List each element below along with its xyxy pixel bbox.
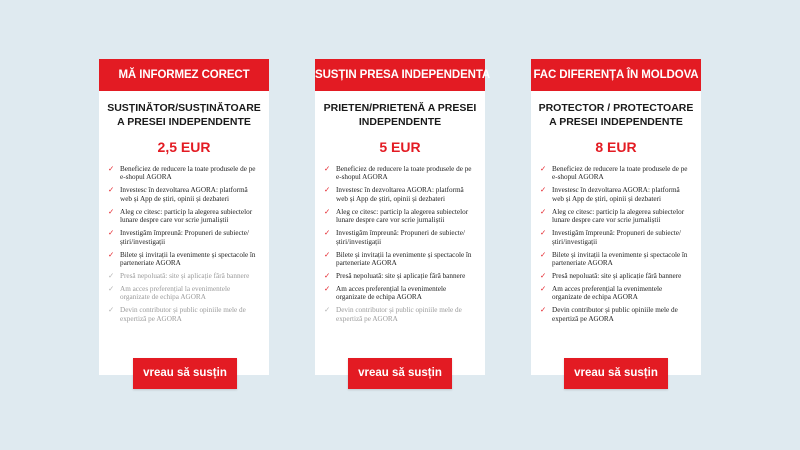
feature-text: Aleg ce citesc: particip la alegerea subiectelor lunare despre care vor scrie jurnaliștii [552,207,685,225]
support-button[interactable]: vreau să susțin [133,358,237,389]
feature-item [324,306,475,323]
checkmark-icon: ✓ [108,284,115,294]
feature-item [324,272,475,280]
checkmark-icon: ✓ [108,305,115,315]
feature-text: Presă nepoluată: site și aplicație fără bannere [336,272,466,281]
checkmark-icon: ✓ [540,164,547,173]
feature-text: Beneficiez de reducere la toate produsele de pe e-shopul AGORA [336,165,472,182]
checkmark-icon: ✓ [324,164,331,173]
plan-title: PROTECTOR / PROTECTOARE A PRESEI INDEPENDENTE [538,102,694,128]
checkmark-icon: ✓ [324,185,331,195]
support-button[interactable]: vreau să susțin [348,358,452,389]
plan-title: SUSȚINĂTOR/SUSȚINĂTOARE A PRESEI INDEPENDENTE [107,102,261,128]
checkmark-icon: ✓ [540,228,547,238]
feature-list [315,165,485,323]
feature-item [108,165,259,182]
feature-item [324,285,475,302]
feature-text: Investesc în dezvoltarea AGORA: platformă web și App de știri, opinii și dezbateri [552,186,680,203]
checkmark-icon: ✓ [108,271,115,281]
checkmark-icon: ✓ [540,206,547,216]
feature-text: Presă nepoluată: site și aplicație fără bannere [120,272,250,281]
checkmark-icon: ✓ [108,249,115,259]
feature-text: Beneficiez de reducere la toate produsele de pe e-shopul AGORA [120,165,256,182]
feature-list [531,165,701,323]
checkmark-icon: ✓ [108,164,115,173]
feature-item [540,251,691,268]
feature-item [540,285,691,302]
feature-item [324,186,475,203]
feature-text: Investigăm împreună: Propuneri de subiecte/știri/investigații [120,229,249,246]
feature-item [108,251,259,268]
feature-text: Bilete și invitații la evenimente și spectacole în parteneriate AGORA [120,250,256,268]
checkmark-icon: ✓ [540,185,547,195]
feature-text: Am acces preferențial la evenimentele organizate de echipa AGORA [552,285,663,302]
checkmark-icon: ✓ [324,206,331,216]
feature-text: Devin contributor și public opiniile mele de expertiză pe AGORA [552,306,678,323]
feature-text: Investigăm împreună: Propuneri de subiecte/știri/investigații [336,229,465,246]
plan-banner: MĂ INFORMEZ CORECT [99,59,269,91]
plan-price: 5 EUR [379,139,421,155]
checkmark-icon: ✓ [324,284,331,294]
checkmark-icon: ✓ [324,305,331,315]
feature-item [540,186,691,203]
support-button[interactable]: vreau să susțin [564,358,668,389]
plan-card-body [99,91,269,375]
feature-item [108,306,259,323]
plan-banner: FAC DIFERENȚA ÎN MOLDOVA [531,59,701,91]
feature-text: Aleg ce citesc: particip la alegerea subiectelor lunare despre care vor scrie jurnaliștii [336,207,469,225]
checkmark-icon: ✓ [108,206,115,216]
feature-item [108,229,259,246]
feature-text: Beneficiez de reducere la toate produsele de pe e-shopul AGORA [552,165,688,182]
feature-text: Devin contributor și public opiniile mele de expertiză pe AGORA [336,306,462,323]
feature-text: Bilete și invitații la evenimente și spectacole în parteneriate AGORA [552,250,688,268]
checkmark-icon: ✓ [108,228,115,238]
feature-text: Am acces preferențial la evenimentele organizate de echipa AGORA [336,285,447,302]
feature-text: Am acces preferențial la evenimentele organizate de echipa AGORA [120,285,231,302]
feature-text: Presă nepoluată: site și aplicație fără bannere [552,272,682,281]
feature-item [324,251,475,268]
feature-item [324,229,475,246]
plan-title: PRIETEN/PRIETENĂ A PRESEI INDEPENDENTE [323,102,477,128]
checkmark-icon: ✓ [324,228,331,238]
checkmark-icon: ✓ [540,249,547,259]
plan-price: 8 EUR [595,139,637,155]
feature-text: Investesc în dezvoltarea AGORA: platformă web și App de știri, opinii și dezbateri [336,186,464,203]
feature-item [324,208,475,225]
checkmark-icon: ✓ [108,185,115,195]
plan-card-body [315,91,485,375]
checkmark-icon: ✓ [324,249,331,259]
feature-text: Investigăm împreună: Propuneri de subiecte/știri/investigații [552,229,681,246]
feature-text: Investesc în dezvoltarea AGORA: platformă web și App de știri, opinii și dezbateri [120,186,248,203]
checkmark-icon: ✓ [540,271,547,281]
pricing-plan-card [531,59,701,375]
feature-item [108,208,259,225]
feature-item [540,165,691,182]
feature-text: Aleg ce citesc: particip la alegerea subiectelor lunare despre care vor scrie jurnaliștii [120,207,253,225]
feature-item [540,208,691,225]
feature-list [99,165,269,323]
checkmark-icon: ✓ [324,271,331,281]
feature-item [108,285,259,302]
plan-banner: SUSȚIN PRESA INDEPENDENTA [315,59,485,91]
feature-item [108,186,259,203]
feature-item [108,272,259,280]
feature-item [540,272,691,280]
feature-text: Bilete și invitații la evenimente și spectacole în parteneriate AGORA [336,250,472,268]
feature-text: Devin contributor și public opiniile mele de expertiză pe AGORA [120,306,246,323]
pricing-plan-card [99,59,269,375]
checkmark-icon: ✓ [540,305,547,315]
pricing-plan-card [315,59,491,375]
checkmark-icon: ✓ [540,284,547,294]
plan-card-body [531,91,701,375]
feature-item [540,306,691,323]
plan-price: 2,5 EUR [157,139,211,155]
feature-item [540,229,691,246]
feature-item [324,165,475,182]
